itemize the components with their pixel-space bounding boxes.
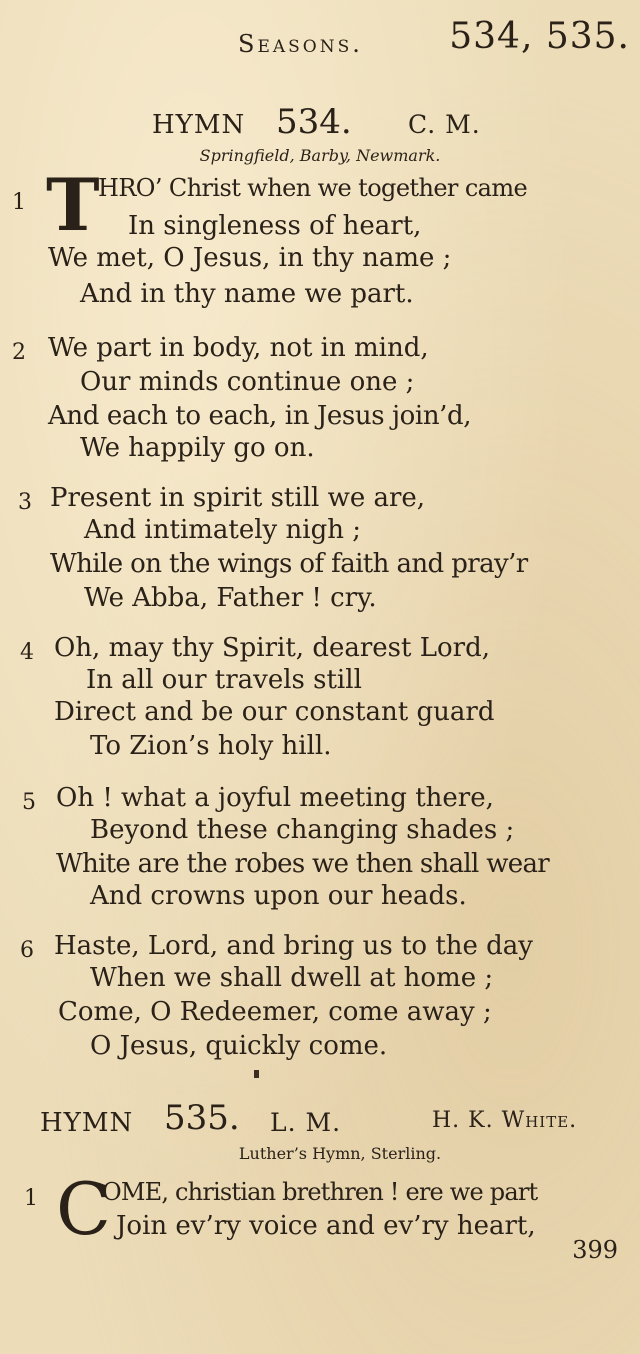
hymn-534-heading bbox=[0, 102, 640, 142]
verse-number: 2 bbox=[12, 340, 26, 365]
verse-line: We Abba, Father ! cry. bbox=[84, 583, 377, 613]
hymn-535-number: 535. bbox=[164, 1098, 240, 1138]
verse-line: White are the robes we then shall wear bbox=[56, 849, 549, 879]
hymn-535-word: HYMN bbox=[40, 1108, 134, 1138]
hymn-534-meter: C. M. bbox=[408, 110, 481, 139]
verse-line: O Jesus, quickly come. bbox=[90, 1031, 388, 1061]
verse-line: Join ev’ry voice and ev’ry heart, bbox=[116, 1211, 536, 1241]
verse-number: 4 bbox=[20, 640, 34, 665]
drop-cap: C bbox=[56, 1167, 112, 1251]
verse-line: We part in body, not in mind, bbox=[48, 333, 429, 363]
verse-line: Come, O Redeemer, come away ; bbox=[58, 997, 492, 1027]
verse-line: And crowns upon our heads. bbox=[90, 881, 467, 911]
verse-line: HRO’ Christ when we together came bbox=[98, 174, 528, 202]
hymn-534-number: 534. bbox=[276, 102, 352, 142]
verse-number: 1 bbox=[24, 1186, 38, 1211]
verse-number: 5 bbox=[22, 790, 36, 815]
drop-cap: T bbox=[46, 162, 100, 247]
hymn-534-word: HYMN bbox=[152, 110, 246, 140]
verse-line: To Zion’s holy hill. bbox=[90, 731, 332, 761]
hymn-535-heading bbox=[0, 1098, 640, 1138]
hymn-534-tunes: Springfield, Barby, Newmark. bbox=[199, 146, 441, 165]
verse-number: 3 bbox=[18, 490, 32, 515]
verse-line: While on the wings of faith and pray’r bbox=[50, 549, 528, 579]
hymn-535-meter: L. M. bbox=[270, 1108, 342, 1137]
hymn-535-author: H. K. White. bbox=[432, 1108, 578, 1133]
page-number: 399 bbox=[572, 1236, 618, 1264]
running-head-hymn-numbers: 534, 535. bbox=[449, 16, 630, 57]
verse-line: We happily go on. bbox=[80, 433, 315, 463]
verse-line: And in thy name we part. bbox=[80, 279, 414, 309]
verse-line: OME, christian brethren ! ere we part bbox=[102, 1178, 538, 1206]
verse-line: Present in spirit still we are, bbox=[50, 483, 426, 513]
verse-number: 6 bbox=[20, 938, 34, 963]
verse-line: When we shall dwell at home ; bbox=[90, 963, 494, 993]
verse-line: In all our travels still bbox=[86, 665, 362, 695]
verse-line: In singleness of heart, bbox=[128, 211, 422, 241]
hymn-535-tunes: Luther’s Hymn, Sterling. bbox=[238, 1144, 442, 1163]
verse-line: Our minds continue one ; bbox=[80, 367, 415, 397]
verse-line: We met, O Jesus, in thy name ; bbox=[48, 243, 452, 273]
verse-line: Oh ! what a joyful meeting there, bbox=[56, 783, 494, 813]
running-head bbox=[0, 14, 640, 58]
verse-line: Beyond these changing shades ; bbox=[90, 815, 515, 845]
verse-number: 1 bbox=[12, 190, 26, 215]
verse-line: And each to each, in Jesus join’d, bbox=[48, 401, 472, 431]
running-head-section: Seasons. bbox=[238, 30, 363, 58]
verse-line: Oh, may thy Spirit, dearest Lord, bbox=[54, 633, 490, 663]
verse-line: And intimately nigh ; bbox=[84, 515, 361, 545]
verse-line: Haste, Lord, and bring us to the day bbox=[54, 931, 533, 961]
verse-line: Direct and be our constant guard bbox=[54, 697, 495, 727]
separator-mark bbox=[254, 1070, 259, 1078]
